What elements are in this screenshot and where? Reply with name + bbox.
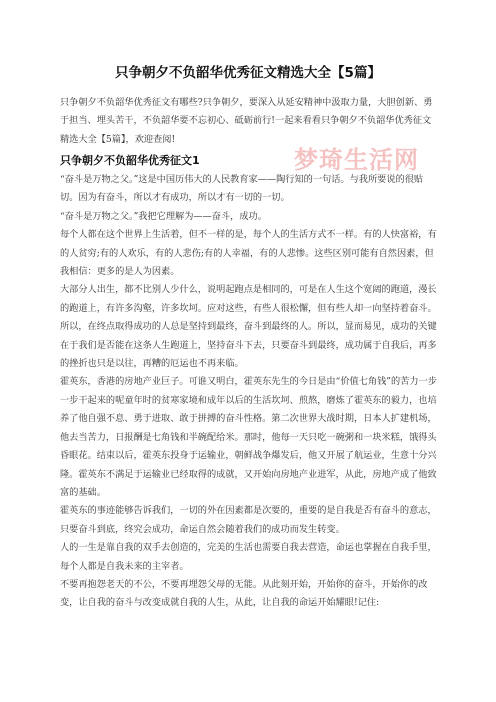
body-paragraph: 每个人都在这个世界上生活着，但不一样的是，每个人的生活方式不一样。有的人快富裕，有的人贫穷;有的人欢乐，有的人悲伤;有的人幸福，有的人悲惨。这些区别可能有自然因素，但我相信：更多的是人为因素。 (60, 229, 437, 278)
intro-paragraph: 只争朝夕不负韶华优秀征文有哪些?只争朝夕，要深入从延安精神中汲取力量，大胆创新、勇于担当、埋头苦干，不负韶华要不忘初心、砥砺前行!一起来看看只争朝夕不负韶华优秀征文精选大全【5篇】，欢迎查阅! (60, 97, 433, 145)
body-paragraph: “奋斗是万物之父。”这是中国历伟大的人民教育家——陶行知的一句话。与我所要说的很贴切。因为有奋斗，所以才有成功，所以才有一切的一切。 (60, 174, 424, 204)
article-body (60, 171, 440, 613)
body-paragraph: 大部分人出生，都不比别人少什么，说明起跑点是相同的，可是在人生这个宽阔的跑道，漫长的跑道上，有许多沟壑，许多坎坷。应对这些，有些人很松懈，但有些人却一向坚持着奋斗。所以，在终点取得成功的人总是坚持到最终，奋斗到最终的人。所以，显而易见，成功的关键在于我们是否能在这条人生跑道上，坚持奋斗下去，只要奋斗到最终，成功属于自我后，再多的挫折也只是以往，再糟的厄运也不再来临。 (60, 284, 437, 370)
body-paragraph: “奋斗是万物之父。”我把它理解为——奋斗，成功。 (60, 210, 267, 222)
section-heading: 只争朝夕不负韶华优秀征文1 (60, 154, 200, 167)
document-title: 只争朝夕不负韶华优秀征文精选大全【5篇】 (115, 65, 381, 81)
body-paragraph: 不要再抱怨老天的不公，不要再埋怨父母的无能。从此刻开始，开始你的奋斗，开始你的改变，让自我的奋斗与改变成就自我的人生，从此，让自我的命运开始耀眼!记住: (60, 578, 428, 609)
site-watermark: 梦琦生活网 (294, 146, 419, 174)
body-paragraph: 霍英东的事迹能够告诉我们，一切的外在因素都是次要的，重要的是自我是否有奋斗的意志，只要奋斗到底，终究会成功，命运自然会随着我们的成功而发生转变。 (60, 505, 437, 535)
body-paragraph: 霍英东，香港的房地产业巨子。可谁又明白，霍英东先生的今日是由“价值七角钱”的苦力一步一步干起来的呢童年时的贫寒家境和成年以后的生活坎坷、煎熬，磨炼了霍英东的毅力，也培养了他自强不息、勇于进取、敢于拼搏的奋斗性格。第二次世界大战时期，日本人扩建机场，他去当苦力，日报酬是七角钱和半碗配给米。那时，他每一天只吃一碗粥和一块米糕，饿得头昏眼花。结束以后，霍英东投身于运输业，朝鲜战争爆发后，他又开展了航运业，生意十分兴隆。霍英东不满足于运输业已经取得的成就，又开始向房地产业进军，从此，房地产成了他致富的基础。 (60, 376, 437, 498)
body-paragraph: 人的一生是靠自我的双手去创造的，完美的生活也需要自我去营造，命运也掌握在自我手里，每个人都是自我未来的主宰者。 (60, 542, 437, 572)
